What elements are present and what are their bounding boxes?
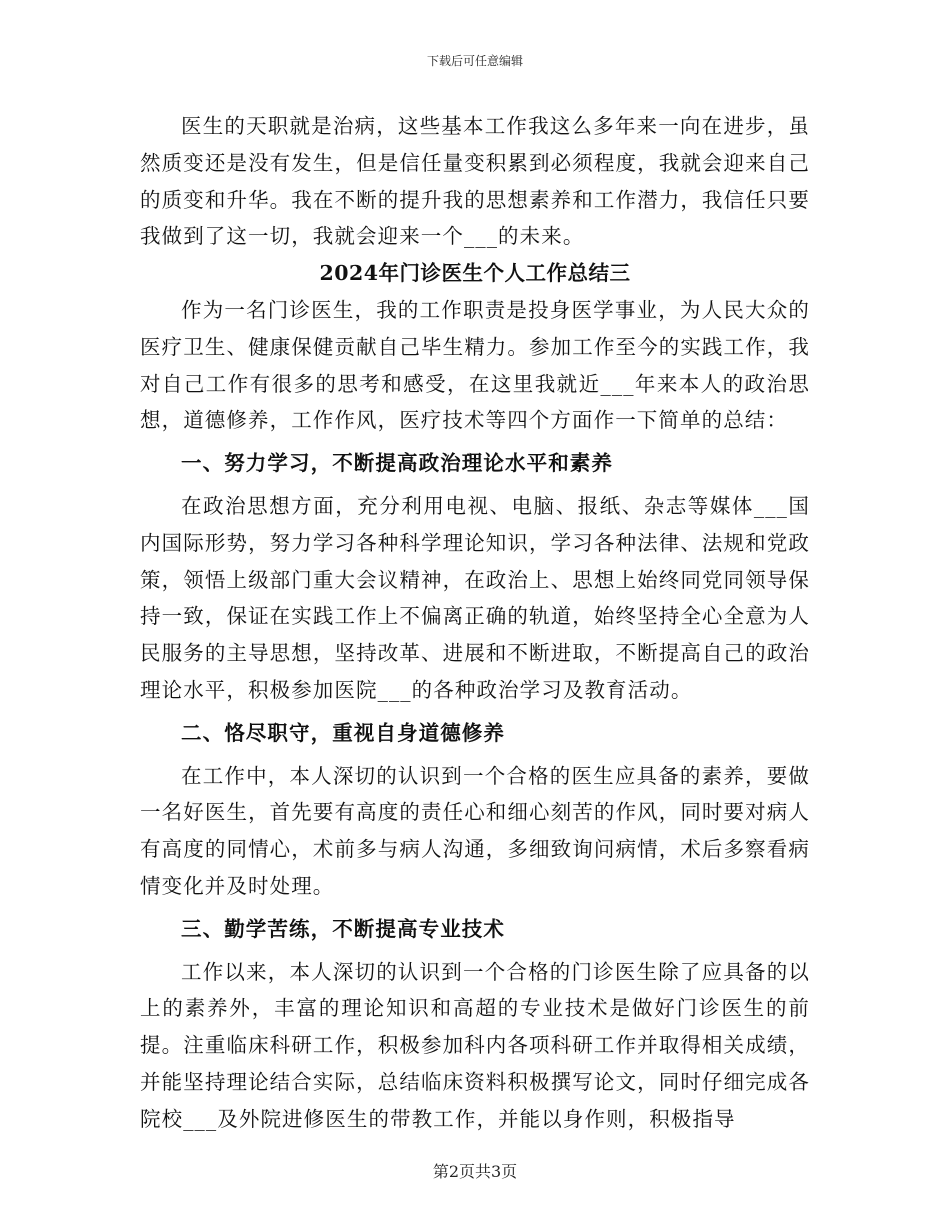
- section-3-heading: 三、勤学苦练，不断提高专业技术: [181, 916, 505, 941]
- section-1-text: 在政治思想方面，充分利用电视、电脑、报纸、杂志等媒体___国内国际形势，努力学习各种科学理论知识，学习各种法律、法规和党政策，领悟上级部门重大会议精神，在政治上、思想上始终同党同领导保持一致，保证在实践工作上不偏离正确的轨道，始终坚持全心全意为人民服务的主导思想，坚持改革、进展和不断进取，不断提高自己的政治理论水平，积极参加医院___的各种政治学习及教育活动。: [140, 493, 810, 702]
- section-2-heading: 二、恪尽职守，重视自身道德修养: [181, 720, 505, 745]
- document-body: [140, 108, 810, 1138]
- section-1-heading: 一、努力学习，不断提高政治理论水平和素养: [181, 451, 613, 476]
- page-indicator: 第2页共3页: [432, 1162, 518, 1181]
- section-3-text: 工作以来，本人深切的认识到一个合格的门诊医生除了应具备的以上的素养外，丰富的理论知识和高超的专业技术是做好门诊医生的前提。注重临床科研工作，积极参加科内各项科研工作并取得相关成绩，并能坚持理论结合实际，总结临床资料积极撰写论文，同时仔细完成各院校___及外院进修医生的带教工作，并能以身作则，积极指导: [140, 959, 810, 1131]
- document-title: 2024年门诊医生个人工作总结三: [319, 261, 631, 286]
- header-note: 下载后可任意编辑: [426, 54, 523, 68]
- section-2-text: 在工作中，本人深切的认识到一个合格的医生应具备的素养，要做一名好医生，首先要有高度的责任心和细心刻苦的作风，同时要对病人有高度的同情心，术前多与病人沟通，多细致询问病情，术后多察看病情变化并及时处理。: [140, 763, 810, 898]
- paragraph-1: 作为一名门诊医生，我的工作职责是投身医学事业，为人民大众的医疗卫生、健康保健贡献自己毕生精力。参加工作至今的实践工作，我对自己工作有很多的思考和感受，在这里我就近___年来本人的政治思想，道德修养，工作作风，医疗技术等四个方面作一下简单的总结：: [140, 297, 810, 433]
- intro-paragraph: 医生的天职就是治病，这些基本工作我这么多年来一向在进步，虽然质变还是没有发生，但是信任量变积累到必须程度，我就会迎来自己的质变和升华。我在不断的提升我的思想素养和工作潜力，我信任只要我做到了这一切，我就会迎来一个___的未来。: [140, 114, 810, 249]
